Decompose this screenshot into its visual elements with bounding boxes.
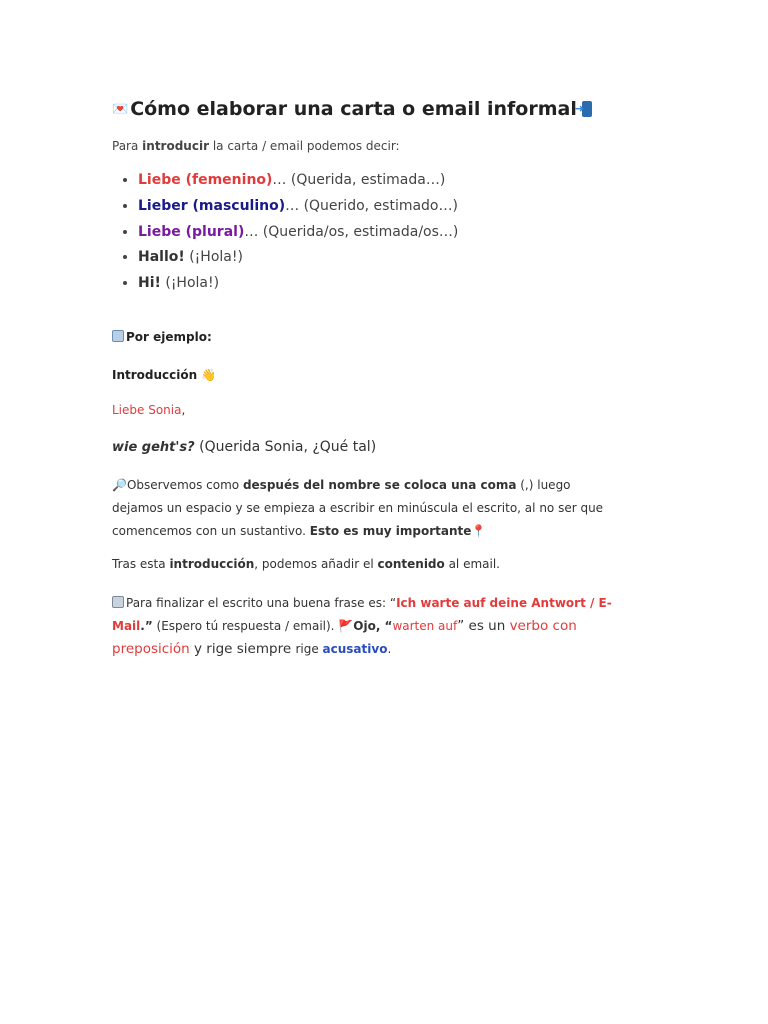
closing-text-4: , “ <box>375 619 393 633</box>
content-paragraph <box>112 557 500 571</box>
mobile-phone-arrow-icon: ➜ <box>579 101 593 117</box>
greeting-term: Hi! <box>138 275 161 292</box>
letter-greeting-text: Liebe Sonia <box>112 403 182 417</box>
introduction-heading <box>112 368 216 382</box>
list-item <box>138 168 612 194</box>
closing-verb-preposition: verbo con preposición <box>112 618 577 657</box>
closing-ojo: Ojo <box>353 619 376 633</box>
example-heading <box>112 330 212 344</box>
closing-text-6: y rige siempre <box>189 641 296 657</box>
waving-hand-icon: 👋 <box>201 368 217 382</box>
content-text-1: Tras esta <box>112 557 170 571</box>
example-label: Por ejemplo: <box>126 330 212 344</box>
intro-bold: introducir <box>142 139 209 153</box>
content-text-3: al email. <box>444 557 500 571</box>
closing-verb: warten auf <box>392 619 458 633</box>
closing-text-2: .” <box>140 619 153 633</box>
greeting-term: Lieber (masculino) <box>138 197 286 214</box>
content-bold-1: introducción <box>169 557 255 571</box>
memo-icon <box>112 596 124 608</box>
introduction-label: Introducción <box>112 368 198 382</box>
letter-question-text: wie geht's? <box>112 440 195 455</box>
list-item <box>138 271 612 297</box>
title-text: Cómo elaborar una carta o email informal <box>130 98 577 120</box>
closing-text-7: rige <box>295 642 323 656</box>
intro-paragraph <box>112 139 612 153</box>
letter-greeting <box>112 403 185 417</box>
content-bold-2: contenido <box>377 557 445 571</box>
envelope-down-arrow-icon <box>112 330 124 342</box>
obs-bold-1: después del nombre se coloca una coma <box>242 478 517 492</box>
closing-paragraph <box>112 592 612 661</box>
letter-comma: , <box>181 403 186 417</box>
list-item <box>138 245 612 271</box>
magnifying-glass-icon: 🔎 <box>112 478 127 492</box>
pushpin-icon: 📍 <box>471 524 487 538</box>
greeting-term: Liebe (femenino) <box>138 172 273 188</box>
document-page <box>112 96 612 657</box>
letter-question <box>112 439 376 455</box>
obs-bold-2: Esto es muy importante <box>309 524 472 538</box>
observation-paragraph <box>112 474 612 543</box>
closing-accusative: acusativo <box>322 642 388 656</box>
obs-text-1: Observemos como <box>126 478 243 492</box>
letter-translation: (Querida Sonia, ¿Qué tal) <box>194 439 377 455</box>
closing-text-3: (Espero tú respuesta / email). <box>152 619 339 633</box>
closing-phrase: Ich warte auf deine Antwort / E-Mail <box>112 596 612 633</box>
greeting-translation: (¡Hola!) <box>160 275 220 292</box>
closing-text-5: ” es un <box>457 618 510 634</box>
closing-text-8: . <box>387 642 392 656</box>
greeting-translation: (¡Hola!) <box>184 249 243 266</box>
list-item <box>138 194 612 220</box>
list-item <box>138 220 612 246</box>
love-letter-icon: 💌 <box>112 101 129 117</box>
obs-text-2: (,) luego dejamos un espacio y se empieza a escribir en minúscula el escrito, al no ser que comencemos con un sustantivo. <box>112 478 604 538</box>
intro-text-2: la carta / email podemos decir: <box>209 139 400 153</box>
greeting-translation: … (Querido, estimado…) <box>285 197 458 214</box>
greeting-translation: … (Querida/os, estimada/os…) <box>244 223 459 240</box>
page-title <box>112 96 612 122</box>
greetings-list <box>112 168 612 297</box>
content-text-2: , podemos añadir el <box>254 557 378 571</box>
greeting-term: Hallo! <box>138 249 185 266</box>
closing-text-1: Para finalizar el escrito una buena frase es: “ <box>126 596 397 610</box>
intro-text-1: Para <box>112 139 143 153</box>
greeting-translation: … (Querida, estimada…) <box>272 172 446 188</box>
greeting-term: Liebe (plural) <box>138 223 245 240</box>
red-flag-icon: 🚩 <box>338 619 354 633</box>
